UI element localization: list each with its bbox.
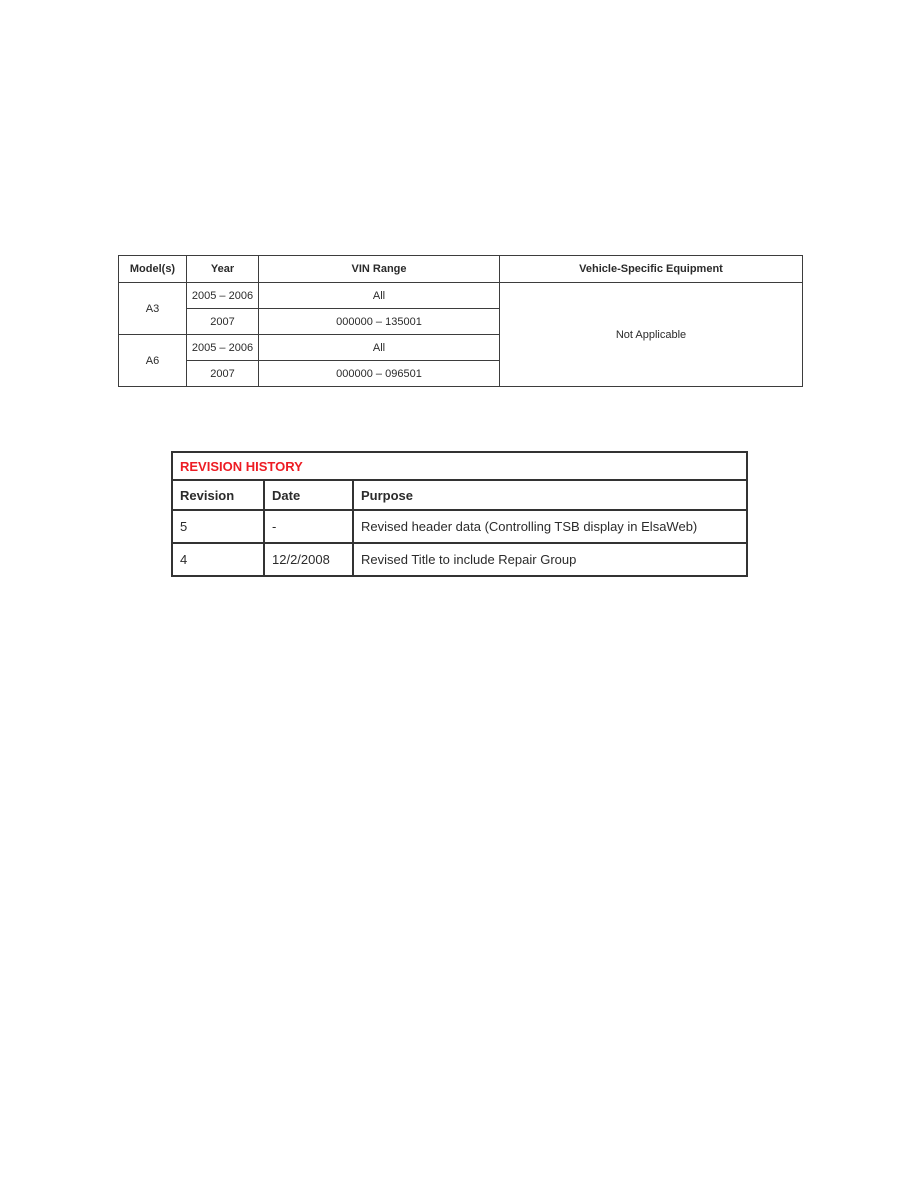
col-header-vin-range: VIN Range — [259, 256, 500, 283]
col-header-purpose: Purpose — [353, 480, 747, 510]
col-header-vehicle-specific-equipment: Vehicle-Specific Equipment — [500, 256, 803, 283]
table-row — [172, 543, 747, 576]
revision-title-row — [172, 452, 747, 480]
cell-revision: 5 — [172, 510, 264, 543]
cell-vin-range: 000000 – 096501 — [259, 361, 500, 387]
cell-year: 2005 – 2006 — [187, 335, 259, 361]
cell-date: - — [264, 510, 353, 543]
col-header-models: Model(s) — [119, 256, 187, 283]
cell-date: 12/2/2008 — [264, 543, 353, 576]
cell-vin-range: 000000 – 135001 — [259, 309, 500, 335]
cell-purpose: Revised Title to include Repair Group — [353, 543, 747, 576]
vehicle-applicability-table — [118, 255, 803, 387]
cell-vin-range: All — [259, 335, 500, 361]
revision-header-row — [172, 480, 747, 510]
table-row — [119, 283, 803, 309]
cell-equipment-not-applicable: Not Applicable — [500, 283, 803, 387]
revision-history-title: REVISION HISTORY — [172, 452, 747, 480]
table-row — [172, 510, 747, 543]
cell-year: 2007 — [187, 361, 259, 387]
revision-history-table — [171, 451, 748, 577]
cell-model-a6: A6 — [119, 335, 187, 387]
cell-model-a3: A3 — [119, 283, 187, 335]
cell-vin-range: All — [259, 283, 500, 309]
col-header-revision: Revision — [172, 480, 264, 510]
col-header-date: Date — [264, 480, 353, 510]
cell-purpose: Revised header data (Controlling TSB display in ElsaWeb) — [353, 510, 747, 543]
col-header-year: Year — [187, 256, 259, 283]
cell-year: 2007 — [187, 309, 259, 335]
cell-revision: 4 — [172, 543, 264, 576]
cell-year: 2005 – 2006 — [187, 283, 259, 309]
vehicle-table-header-row — [119, 256, 803, 283]
